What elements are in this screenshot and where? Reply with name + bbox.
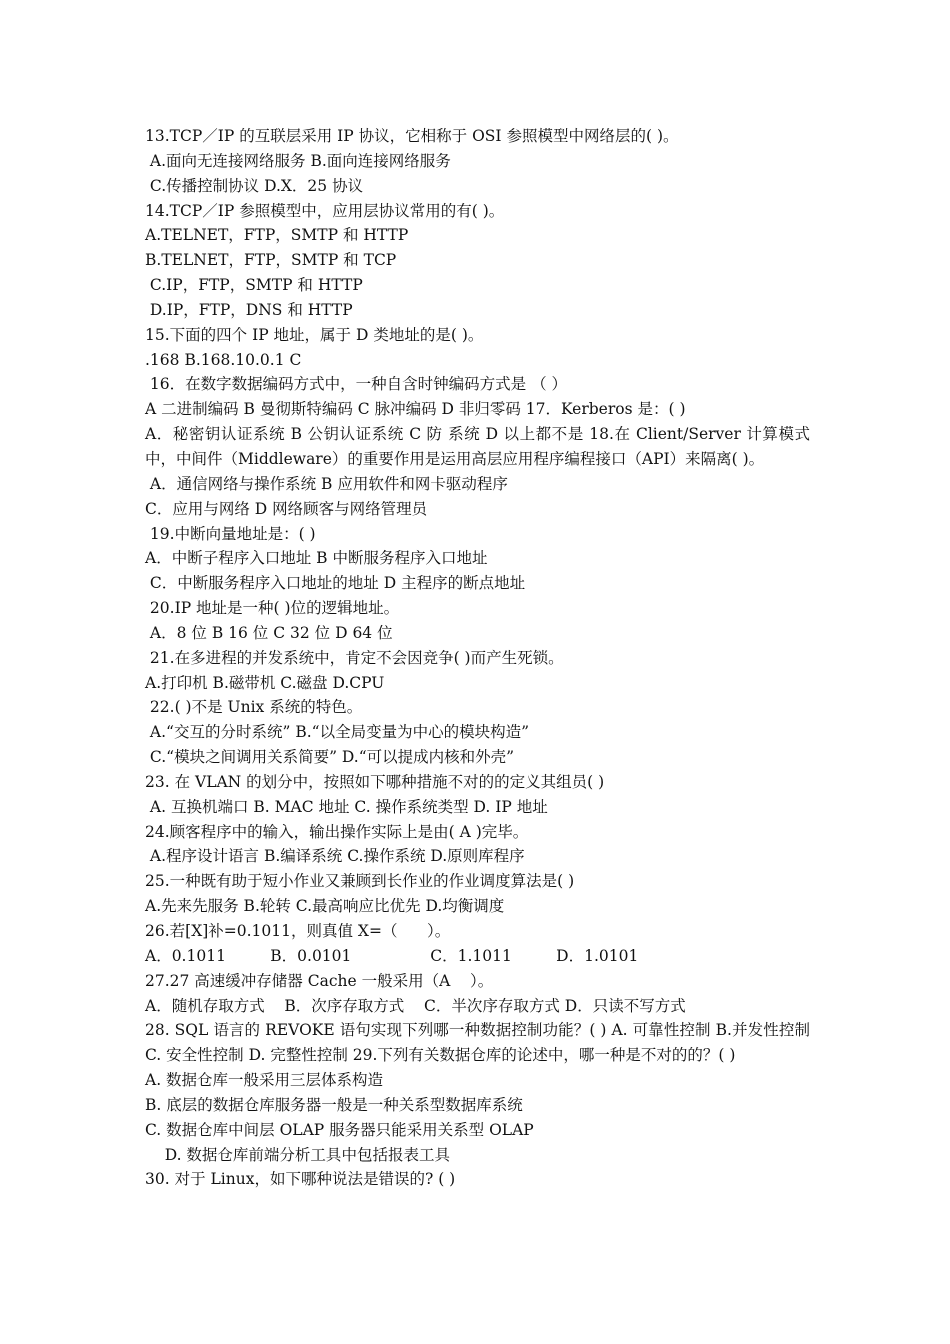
question-14-option-d: D.IP，FTP，DNS 和 HTTP <box>145 300 353 319</box>
question-26-options: A．0.1011 B．0.0101 C．1.1011 D．1.0101 <box>145 946 639 965</box>
question-14-option-b: B.TELNET，FTP，SMTP 和 TCP <box>145 251 397 270</box>
question-21: 21.在多进程的并发系统中，肯定不会因竞争( )而产生死锁。 <box>145 648 564 667</box>
question-13-options-ab: A.面向无连接网络服务 B.面向连接网络服务 <box>145 151 451 170</box>
question-16-options-and-17: A 二进制编码 B 曼彻斯特编码 C 脉冲编码 D 非归零码 17．Kerberos 是：( ) <box>145 400 686 419</box>
question-18-options-cd: C．应用与网络 D 网络顾客与网络管理员 <box>145 499 428 518</box>
question-13-options-cd: C.传播控制协议 D.X．25 协议 <box>145 176 364 195</box>
question-27-options: A．随机存取方式 B．次序存取方式 C．半次序存取方式 D．只读不写方式 <box>145 996 686 1015</box>
question-28-and-29: 28. SQL 语言的 REVOKE 语句实现下列哪一种数据控制功能？( ) A. 可靠性控制 B.并发性控制 C. 安全性控制 D. 完整性控制 29.下列有关数据仓库的论述中，哪一种是不对的的？( ) <box>145 1021 810 1065</box>
question-14-option-c: C.IP，FTP，SMTP 和 HTTP <box>145 276 363 295</box>
question-25: 25.一种既有助于短小作业又兼顾到长作业的作业调度算法是( ) <box>145 872 575 891</box>
question-14-option-a: A.TELNET，FTP，SMTP 和 HTTP <box>145 226 409 245</box>
question-19-options-cd: C．中断服务程序入口地址的地址 D 主程序的断点地址 <box>145 574 526 593</box>
question-24-options: A.程序设计语言 B.编译系统 C.操作系统 D.原则库程序 <box>145 847 525 866</box>
question-19: 19.中断向量地址是：( ) <box>145 524 316 543</box>
question-22-options-ab: A.“交互的分时系统” B.“以全局变量为中心的模块构造” <box>145 723 529 742</box>
question-17-options-and-18: A．秘密钥认证系统 B 公钥认证系统 C 防 系统 D 以上都不是 18.在 Client/Server 计算模式中，中间件（Middleware）的重要作用是运用高层应用程序编程接口（API）来隔离( )。 <box>145 425 810 468</box>
question-25-options: A.先来先服务 B.轮转 C.最高响应比优先 D.均衡调度 <box>145 897 505 916</box>
question-18-options-ab: A．通信网络与操作系统 B 应用软件和网卡驱动程序 <box>145 474 508 493</box>
question-14: 14.TCP／IP 参照模型中，应用层协议常用的有( )。 <box>145 201 505 220</box>
question-24: 24.顾客程序中的输入，输出操作实际上是由( A )完毕。 <box>145 822 529 841</box>
question-27: 27.27 高速缓冲存储器 Cache 一般采用（A ）。 <box>145 971 494 990</box>
question-19-options-ab: A．中断子程序入口地址 B 中断服务程序入口地址 <box>145 549 488 568</box>
question-20: 20.IP 地址是一种( )位的逻辑地址。 <box>145 599 400 618</box>
question-15: 15.下面的四个 IP 地址，属于 D 类地址的是( )。 <box>145 325 484 344</box>
question-13: 13.TCP／IP 的互联层采用 IP 协议，它相称于 OSI 参照模型中网络层的( )。 <box>145 127 679 145</box>
question-22-options-cd: C.“模块之间调用关系简要” D.“可以提成内核和外壳” <box>145 748 515 767</box>
question-29-option-a: A. 数据仓库一般采用三层体系构造 <box>145 1071 384 1090</box>
question-20-options: A．8 位 B 16 位 C 32 位 D 64 位 <box>145 623 393 642</box>
question-26: 26.若[X]补=0.1011，则真值 X=（ ）。 <box>145 922 451 940</box>
question-21-options: A.打印机 B.磁带机 C.磁盘 D.CPU <box>145 673 385 692</box>
question-29-option-d: D. 数据仓库前端分析工具中包括报表工具 <box>145 1145 450 1164</box>
question-23-options: A. 互换机端口 B. MAC 地址 C. 操作系统类型 D. IP 地址 <box>145 797 548 816</box>
question-29-option-c: C. 数据仓库中间层 OLAP 服务器只能采用关系型 OLAP <box>145 1120 534 1139</box>
document-body <box>145 124 810 1192</box>
question-15-options: .168 B.168.10.0.1 C <box>145 350 302 369</box>
question-22: 22.( )不是 Unix 系统的特色。 <box>145 698 363 717</box>
question-23: 23. 在 VLAN 的划分中，按照如下哪种措施不对的的定义其组员( ) <box>145 772 605 791</box>
question-29-option-b: B. 底层的数据仓库服务器一般是一种关系型数据库系统 <box>145 1095 523 1114</box>
question-30: 30. 对于 Linux，如下哪种说法是错误的? ( ) <box>145 1170 456 1189</box>
question-16: 16．在数字数据编码方式中，一种自含时钟编码方式是 （ ） <box>145 375 568 394</box>
